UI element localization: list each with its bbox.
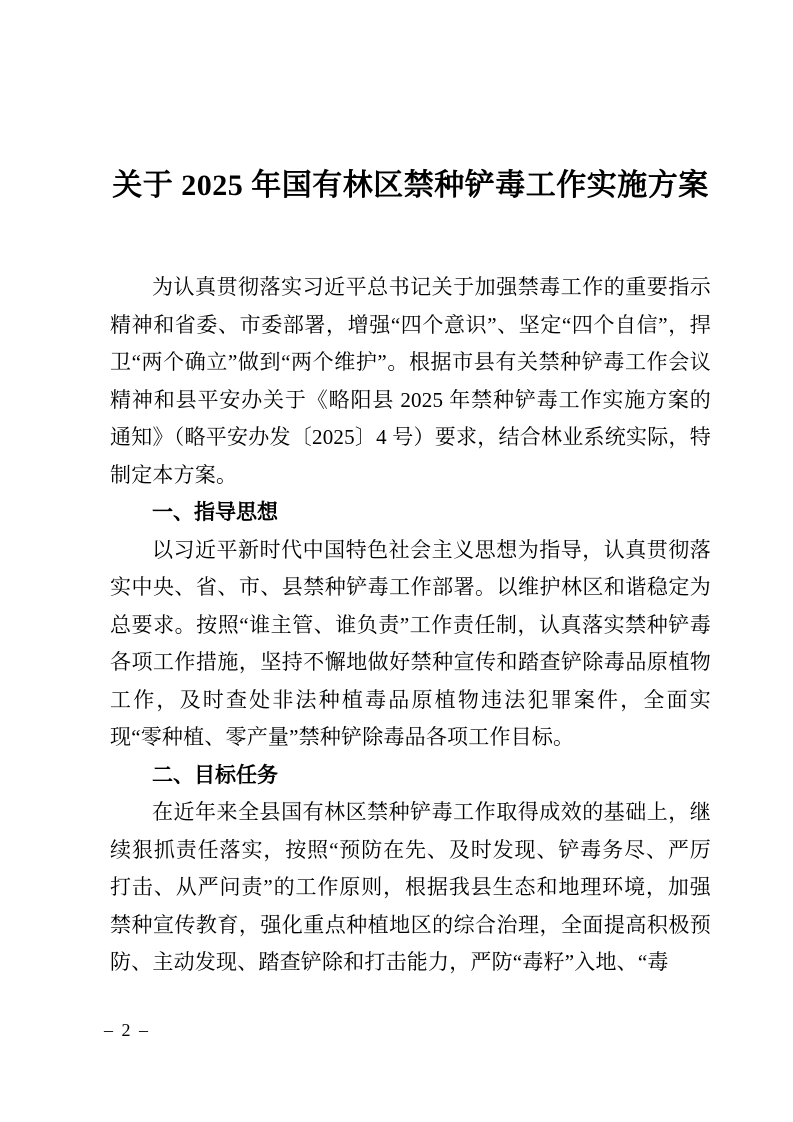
page-number: – 2 –: [104, 1020, 150, 1040]
document-text-column: [110, 165, 711, 982]
section-heading: 一、指导思想: [152, 501, 278, 524]
document-title: 关于 2025 年国有林区禁种铲毒工作实施方案: [112, 169, 709, 202]
body-paragraph: 在近年来全县国有林区禁种铲毒工作取得成效的基础上，继续狠抓责任落实，按照“预防在先、及时发现、铲毒务尽、严厉打击、从严问责”的工作原则，根据我县生态和地理环境，加强禁种宣传教育，强化重点种植地区的综合治理，全面提高积极预防、主动发现、踏查铲除和打击能力，严防“毒籽”入地、“毒: [110, 800, 711, 974]
section-heading: 二、目标任务: [152, 763, 278, 787]
document-body: [110, 269, 711, 982]
body-paragraph: 以习近平新时代中国特色社会主义思想为指导，认真贯彻落实中央、省、市、县禁种铲毒工作部署。以维护林区和谐稳定为总要求。按照“谁主管、谁负责”工作责任制，认真落实禁种铲毒各项工作措施，坚持不懈地做好禁种宣传和踏查铲除毒品原植物工作，及时查处非法种植毒品原植物违法犯罪案件，全面实现“零种植、零产量”禁种铲除毒品各项工作目标。: [110, 537, 711, 749]
body-paragraph: 为认真贯彻落实习近平总书记关于加强禁毒工作的重要指示精神和省委、市委部署，增强“四个意识”、坚定“四个自信”，捍卫“两个确立”做到“两个维护”。根据市县有关禁种铲毒工作会议精神和县平安办关于《略阳县 2025 年禁种铲毒工作实施方案的通知》（略平安办发〔2025〕4 号）要求，结合林业系统实际，特制定本方案。: [110, 275, 711, 487]
